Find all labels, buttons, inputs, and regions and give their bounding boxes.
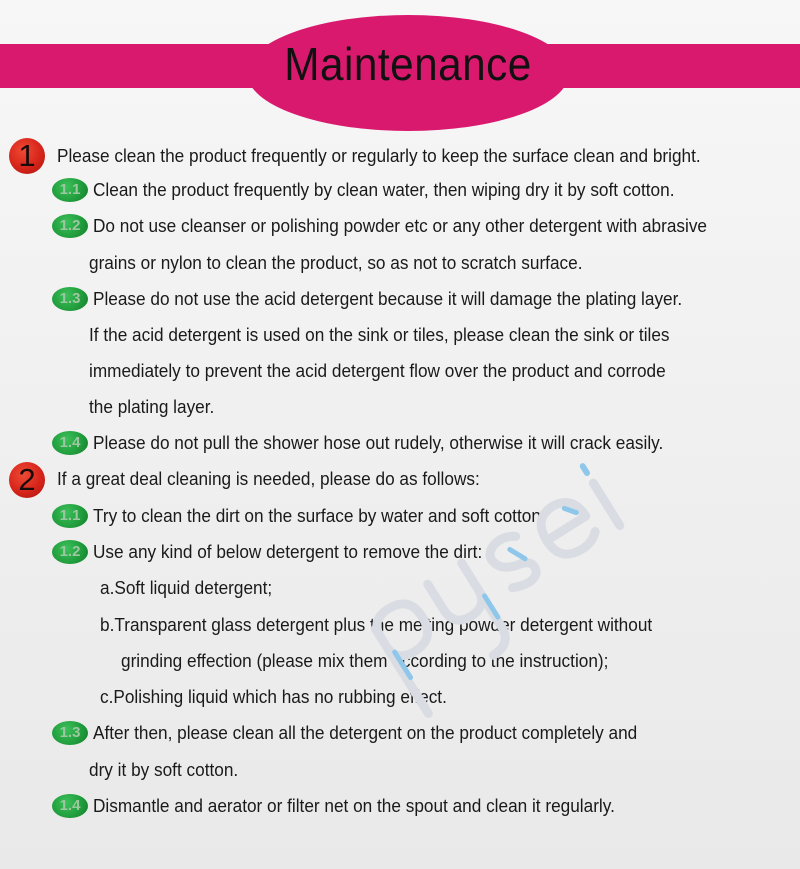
item-1-3-text-cont: immediately to prevent the acid detergent flow over the product and corrode — [89, 360, 666, 381]
item-2-2-text: Use any kind of below detergent to remove the dirt: — [93, 541, 483, 562]
item-2-3-text: After then, please clean all the detergent on the product completely and — [93, 722, 638, 743]
item-1-3-text: Please do not use the acid detergent because it will damage the plating layer. — [93, 288, 683, 309]
item-2-4-text: Dismantle and aerator or filter net on the spout and clean it regularly. — [93, 795, 615, 816]
item-2-2-sub-b-cont: grinding effection (please mix them according to the instruction); — [121, 650, 609, 671]
section-1-badge: 1 — [9, 138, 45, 174]
item-2-4-badge: 1.4 — [52, 794, 88, 818]
item-1-2-text-cont: grains or nylon to clean the product, so as not to scratch surface. — [89, 252, 583, 273]
page-title: Maintenance — [284, 38, 532, 90]
item-2-2-badge: 1.2 — [52, 540, 88, 564]
item-2-1-text: Try to clean the dirt on the surface by water and soft cotton. — [93, 505, 546, 526]
item-1-2-text: Do not use cleanser or polishing powder etc or any other detergent with abrasive — [93, 215, 708, 236]
item-1-1-badge: 1.1 — [52, 178, 88, 202]
item-1-4-badge: 1.4 — [52, 431, 88, 455]
item-2-1-badge: 1.1 — [52, 504, 88, 528]
item-1-4-text: Please do not pull the shower hose out rudely, otherwise it will crack easily. — [93, 432, 664, 453]
section-2-badge: 2 — [9, 462, 45, 498]
item-2-2-sub-c: c.Polishing liquid which has no rubbing effect. — [100, 686, 447, 707]
item-2-3-badge: 1.3 — [52, 721, 88, 745]
item-1-3-text-cont: the plating layer. — [89, 396, 215, 417]
item-1-1-text: Clean the product frequently by clean water, then wiping dry it by soft cotton. — [93, 179, 675, 200]
item-2-2-sub-a: a.Soft liquid detergent; — [100, 577, 273, 598]
item-1-2-badge: 1.2 — [52, 214, 88, 238]
item-1-3-text-cont: If the acid detergent is used on the sink or tiles, please clean the sink or tiles — [89, 324, 670, 345]
item-1-3-badge: 1.3 — [52, 287, 88, 311]
item-2-3-text-cont: dry it by soft cotton. — [89, 759, 239, 780]
item-2-2-sub-b: b.Transparent glass detergent plus the melting powder detergent without — [100, 614, 653, 635]
section-2-heading: If a great deal cleaning is needed, please do as follows: — [57, 468, 480, 489]
section-1-heading: Please clean the product frequently or regularly to keep the surface clean and bright. — [57, 145, 701, 166]
